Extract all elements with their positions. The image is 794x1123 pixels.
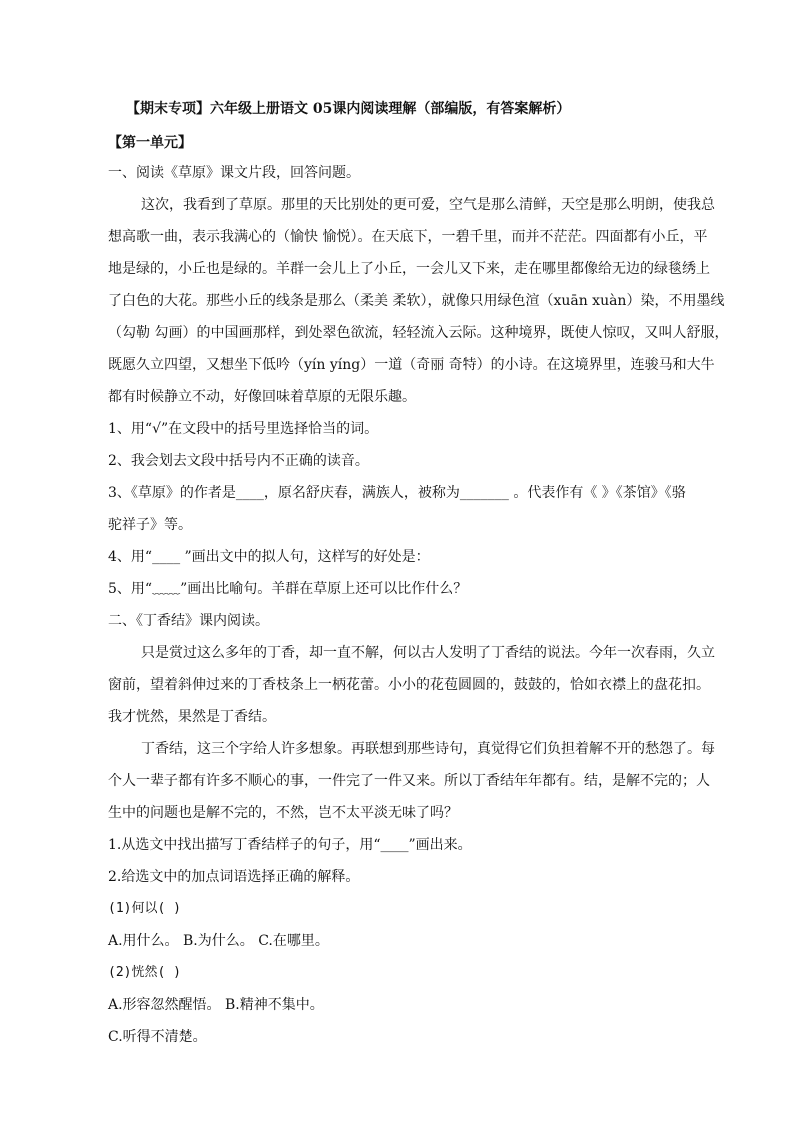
section-2-heading: 二、《丁香结》课内阅读。 — [108, 613, 269, 629]
question-1-1: 1、用“√”在文段中的括号里选择恰当的词。 — [108, 421, 379, 437]
section-1-heading: 一、阅读《草原》课文片段，回答问题。 — [108, 165, 360, 181]
question-2-2-part-2: (2)恍然( ) — [108, 965, 181, 980]
passage-1-line: 既愿久立四望，又想坐下低吟（yín yíng）一道（奇丽 奇特）的小诗。在这境界里，连骏马和大牛 — [108, 357, 715, 373]
passage-1-line: 都有时候静立不动，好像回味着草原的无限乐趣。 — [108, 389, 416, 405]
passage-2-line: 只是赏过这么多年的丁香，却一直不解，何以古人发明了丁香结的说法。今年一次春雨，久立 — [141, 645, 715, 661]
document-title: 【期末专项】六年级上册语文 05课内阅读理解（部编版，有答案解析） — [126, 101, 571, 117]
passage-2-line: 我才恍然，果然是丁香结。 — [108, 709, 276, 725]
answer-options-1: A.用什么。 B.为什么。 C.在哪里。 — [108, 933, 329, 949]
passage-1-line: 了白色的大花。那些小丘的线条是那么（柔美 柔软），就像只用绿色渲（xuān xuàn）染，不用墨线 — [108, 293, 725, 309]
passage-1-line: 地是绿的，小丘也是绿的。羊群一会儿上了小丘，一会儿又下来，走在哪里都像给无边的绿毯绣上 — [108, 261, 710, 277]
question-1-2: 2、我会划去文段中括号内不正确的读音。 — [108, 453, 369, 469]
answer-options-2-cont: C.听得不清楚。 — [108, 1029, 207, 1045]
question-1-3: 3、《草原》的作者是____，原名舒庆春，满族人，被称为_______ 。代表作有《 》《茶馆》《骆 — [108, 485, 686, 501]
passage-2-line: 生中的问题也是解不完的，不然，岂不太平淡无味了吗？ — [108, 805, 458, 821]
passage-1-line: 这次，我看到了草原。那里的天比别处的更可爱，空气是那么清鲜，天空是那么明朗，使我总 — [141, 197, 715, 213]
question-2-2: 2.给选文中的加点词语选择正确的解释。 — [108, 869, 360, 885]
question-2-1: 1.从选文中找出描写丁香结样子的句子，用“____”画出来。 — [108, 837, 472, 853]
question-1-4: 4、用“____ ”画出文中的拟人句，这样写的好处是： — [108, 549, 430, 565]
passage-1-line: 想高歌一曲，表示我满心的（愉快 愉悦）。在天底下，一碧千里，而并不茫茫。四面都有小丘，平 — [108, 229, 708, 245]
passage-2-line: 个人一辈子都有许多不顺心的事，一件完了一件又来。所以丁香结年年都有。结，是解不完的；人 — [108, 773, 710, 789]
question-2-2-part-1: (1)何以( ) — [108, 901, 181, 916]
question-1-5: 5、用“﹏﹏”画出比喻句。羊群在草原上还可以比作什么？ — [108, 581, 468, 597]
passage-2-line: 窗前，望着斜伸过来的丁香枝条上一柄花蕾。小小的花苞圆圆的，鼓鼓的，恰如衣襟上的盘花扣。 — [108, 677, 710, 693]
answer-options-2: A.形容忽然醒悟。 B.精神不集中。 — [108, 997, 324, 1013]
passage-1-line: （勾勒 勾画）的中国画那样，到处翠色欲流，轻轻流入云际。这种境界，既使人惊叹，又叫人舒服， — [108, 325, 729, 341]
question-1-3-cont: 驼祥子》等。 — [108, 517, 192, 533]
unit-heading: 【第一单元】 — [108, 135, 192, 151]
passage-2-line: 丁香结，这三个字给人许多想象。再联想到那些诗句，真觉得它们负担着解不开的愁怨了。每 — [141, 741, 715, 757]
